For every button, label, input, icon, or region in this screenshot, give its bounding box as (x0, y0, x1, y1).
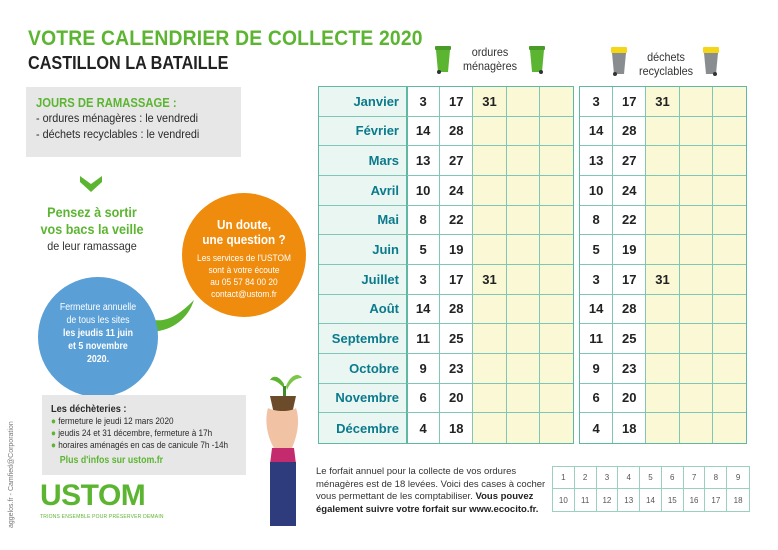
om-date-cell[interactable] (473, 354, 506, 383)
recycling-date-cell[interactable] (680, 87, 713, 116)
om-date-cell: 3 (407, 87, 440, 116)
recycling-date-cell[interactable] (680, 324, 713, 353)
recycling-date-cell: 4 (580, 413, 613, 443)
om-date-cell[interactable] (473, 117, 506, 146)
forfait-ecocito: Vous pouvez également suivre votre forfait sur www.ecocito.fr. (316, 491, 539, 515)
om-date-cell: 4 (407, 413, 440, 443)
recycling-row (580, 413, 746, 443)
om-date-cell: 24 (440, 176, 473, 205)
om-dates-grid (406, 86, 574, 444)
om-row (407, 265, 573, 295)
levee-checkbox[interactable]: 12 (597, 489, 619, 511)
recycling-row (580, 265, 746, 295)
recycling-date-cell: 23 (613, 354, 646, 383)
recycling-date-cell[interactable] (646, 176, 679, 205)
om-date-cell[interactable] (507, 117, 540, 146)
closure-line-2: de tous les sites (66, 315, 130, 326)
recycling-row (580, 206, 746, 236)
recycling-date-cell: 17 (613, 87, 646, 116)
question-line-2: une question ? (202, 232, 286, 247)
recycling-date-cell[interactable] (713, 413, 746, 443)
levee-checkbox[interactable]: 6 (662, 467, 684, 489)
levee-checkbox[interactable]: 17 (705, 489, 727, 511)
levee-checkbox[interactable]: 5 (640, 467, 662, 489)
bullet-icon: ● (51, 416, 59, 427)
om-row (407, 117, 573, 147)
forfait-info (316, 466, 546, 516)
recycling-date-cell: 31 (646, 265, 679, 294)
recycling-date-cell: 3 (580, 265, 613, 294)
recycling-date-cell[interactable] (680, 384, 713, 413)
om-date-cell: 31 (473, 265, 506, 294)
om-row (407, 146, 573, 176)
om-date-cell: 31 (473, 87, 506, 116)
om-date-cell: 22 (440, 206, 473, 235)
recycling-date-cell: 20 (613, 384, 646, 413)
om-date-cell[interactable] (540, 206, 573, 235)
ustom-logo-tagline: TRIONS ENSEMBLE POUR PRÉSERVER DEMAIN (40, 514, 164, 520)
town-name: CASTILLON LA BATAILLE (28, 53, 229, 73)
recycling-date-cell[interactable] (713, 235, 746, 264)
om-date-cell[interactable] (473, 176, 506, 205)
om-date-cell: 14 (407, 117, 440, 146)
recycling-dates-grid (579, 86, 747, 444)
om-date-cell[interactable] (473, 384, 506, 413)
om-row (407, 413, 573, 443)
recycling-date-cell: 6 (580, 384, 613, 413)
om-date-cell: 17 (440, 265, 473, 294)
om-date-cell[interactable] (507, 265, 540, 294)
page-title: VOTRE CALENDRIER DE COLLECTE 2020 (28, 27, 423, 50)
pickup-days-box (26, 87, 241, 157)
recycling-date-cell: 28 (613, 295, 646, 324)
recycling-date-cell[interactable] (646, 413, 679, 443)
recycling-date-cell[interactable] (646, 324, 679, 353)
month-label: Juin (319, 235, 407, 265)
recycling-row (580, 117, 746, 147)
recycling-date-cell: 19 (613, 235, 646, 264)
recycling-date-cell[interactable] (680, 235, 713, 264)
om-date-cell: 17 (440, 87, 473, 116)
question-phone: au 05 57 84 00 20 (210, 277, 278, 288)
recycling-date-cell[interactable] (680, 413, 713, 443)
om-date-cell: 27 (440, 146, 473, 175)
collection-calendar (318, 86, 750, 444)
levee-checkbox[interactable]: 3 (597, 467, 619, 489)
recycling-date-cell: 18 (613, 413, 646, 443)
om-row (407, 354, 573, 384)
om-date-cell: 11 (407, 324, 440, 353)
om-date-cell: 8 (407, 206, 440, 235)
recycling-date-cell[interactable] (646, 117, 679, 146)
om-date-cell[interactable] (540, 295, 573, 324)
recycling-row (580, 87, 746, 117)
recycling-row (580, 384, 746, 414)
om-row (407, 206, 573, 236)
closure-line-3: les jeudis 11 juin (63, 328, 133, 339)
om-row (407, 384, 573, 414)
recycling-date-cell: 3 (580, 87, 613, 116)
recycling-row (580, 176, 746, 206)
levee-checkbox[interactable]: 8 (705, 467, 727, 489)
levee-checkbox[interactable]: 2 (575, 467, 597, 489)
om-date-cell[interactable] (540, 146, 573, 175)
levee-checkbox[interactable]: 18 (733, 495, 743, 505)
om-date-cell[interactable] (540, 354, 573, 383)
om-date-cell: 14 (407, 295, 440, 324)
recycling-date-cell: 11 (580, 324, 613, 353)
om-date-cell[interactable] (507, 235, 540, 264)
pickup-days-recycling: - déchets recyclables : le vendredi (36, 127, 200, 141)
levees-checkbox-grid (552, 466, 750, 512)
om-date-cell: 20 (440, 384, 473, 413)
om-column-header (452, 45, 528, 73)
recycling-header-line-1: déchets (647, 50, 685, 64)
om-date-cell[interactable] (540, 324, 573, 353)
om-date-cell[interactable] (540, 176, 573, 205)
om-date-cell[interactable] (540, 384, 573, 413)
recycling-date-cell[interactable] (680, 295, 713, 324)
recycling-date-cell[interactable] (646, 295, 679, 324)
om-date-cell[interactable] (507, 354, 540, 383)
om-date-cell: 18 (440, 413, 473, 443)
om-date-cell: 23 (440, 354, 473, 383)
recycling-date-cell: 17 (613, 265, 646, 294)
levee-checkbox[interactable]: 16 (684, 489, 706, 511)
om-date-cell: 5 (407, 235, 440, 264)
levee-checkbox[interactable]: 4 (618, 467, 640, 489)
recycling-row (580, 354, 746, 384)
levee-checkbox[interactable]: 9 (727, 467, 749, 489)
dechetteries-title: Les déchèteries : (51, 403, 127, 415)
recycling-date-cell[interactable] (680, 265, 713, 294)
question-bubble (182, 193, 306, 317)
dechetteries-more-link[interactable]: Plus d'infos sur ustom.fr (59, 455, 164, 466)
recycling-date-cell[interactable] (680, 117, 713, 146)
om-date-cell: 9 (407, 354, 440, 383)
recycling-date-cell: 25 (613, 324, 646, 353)
recycling-date-cell[interactable] (646, 354, 679, 383)
month-label: Février (319, 117, 407, 147)
om-date-cell[interactable] (540, 413, 573, 443)
om-date-cell[interactable] (540, 117, 573, 146)
recycling-date-cell[interactable] (680, 176, 713, 205)
bullet-icon: ● (51, 440, 59, 451)
recycling-date-cell[interactable] (680, 206, 713, 235)
om-date-cell[interactable] (473, 146, 506, 175)
question-line-3: Les services de l'USTOM (197, 253, 291, 264)
recycling-header-line-2: recyclables (638, 64, 694, 78)
om-date-cell[interactable] (473, 235, 506, 264)
month-label: Janvier (319, 87, 407, 117)
om-date-cell: 10 (407, 176, 440, 205)
pickup-days-title: JOURS DE RAMASSAGE : (36, 96, 177, 110)
recycling-date-cell[interactable] (713, 117, 746, 146)
month-label: Août (319, 295, 407, 325)
question-line-1: Un doute, (217, 217, 271, 232)
recycling-date-cell[interactable] (713, 87, 746, 116)
dechetteries-line-2: jeudis 24 et 31 décembre, fermeture à 17h (58, 428, 213, 439)
recycling-date-cell[interactable] (713, 324, 746, 353)
yellow-bin-icon (702, 46, 720, 76)
forfait-text: Le forfait annuel pour la collecte de vos ordures ménagères est de 18 levées. Voici des cases à cocher vous permettant de les comptabiliser. (316, 466, 546, 502)
closure-line-1: Fermeture annuelle (59, 302, 137, 313)
closure-line-4: et 5 novembre (68, 341, 128, 352)
recycling-date-cell[interactable] (713, 146, 746, 175)
recycling-row (580, 235, 746, 265)
levee-checkbox[interactable]: 1 (553, 467, 575, 489)
om-date-cell[interactable] (540, 87, 573, 116)
om-header-line-1: ordures (471, 45, 509, 59)
recycling-date-cell[interactable] (646, 384, 679, 413)
levee-checkbox[interactable]: 15 (662, 489, 684, 511)
month-label: Septembre (319, 324, 407, 354)
month-label: Novembre (319, 384, 407, 414)
levee-checkbox[interactable]: 7 (684, 467, 706, 489)
recycling-date-cell[interactable] (713, 176, 746, 205)
recycling-date-cell[interactable] (713, 384, 746, 413)
recycling-date-cell[interactable] (680, 146, 713, 175)
recycling-date-cell: 13 (580, 146, 613, 175)
green-bin-icon (434, 44, 452, 74)
recycling-date-cell[interactable] (713, 354, 746, 383)
recycling-row (580, 295, 746, 325)
month-label: Mars (319, 146, 407, 176)
credit-text: aggelos.fr - Camfied@Corporation (8, 421, 15, 528)
recycling-date-cell: 14 (580, 117, 613, 146)
om-row (407, 87, 573, 117)
reminder-line-2: vos bacs la veille (40, 221, 144, 237)
recycling-date-cell[interactable] (680, 354, 713, 383)
om-date-cell[interactable] (507, 324, 540, 353)
om-date-cell[interactable] (540, 265, 573, 294)
om-date-cell: 19 (440, 235, 473, 264)
recycling-date-cell: 22 (613, 206, 646, 235)
om-date-cell[interactable] (507, 176, 540, 205)
om-date-cell: 28 (440, 295, 473, 324)
month-label: Décembre (336, 420, 399, 436)
chevron-down-icon (80, 176, 102, 192)
om-date-cell[interactable] (473, 206, 506, 235)
om-date-cell[interactable] (507, 206, 540, 235)
recycling-date-cell: 31 (646, 87, 679, 116)
om-date-cell[interactable] (473, 413, 506, 443)
reminder-line-1: Pensez à sortir (47, 204, 137, 220)
om-row (407, 176, 573, 206)
month-label: Octobre (319, 354, 407, 384)
closure-line-5: 2020. (86, 354, 110, 365)
recycling-date-cell[interactable] (646, 206, 679, 235)
dechetteries-line-1: fermeture le jeudi 12 mars 2020 (58, 416, 174, 427)
levee-checkbox[interactable]: 10 (553, 489, 575, 511)
om-date-cell: 3 (407, 265, 440, 294)
bullet-icon: ● (51, 428, 59, 439)
recycling-date-cell: 24 (613, 176, 646, 205)
recycling-date-cell: 14 (580, 295, 613, 324)
om-date-cell[interactable] (540, 235, 573, 264)
reminder-line-3: de leur ramassage (47, 239, 137, 253)
om-date-cell: 28 (440, 117, 473, 146)
om-row (407, 295, 573, 325)
om-date-cell[interactable] (473, 295, 506, 324)
om-date-cell[interactable] (473, 324, 506, 353)
recycling-row (580, 324, 746, 354)
om-row (407, 235, 573, 265)
closure-bubble (38, 277, 158, 397)
levee-checkbox[interactable]: 14 (640, 489, 662, 511)
recycling-date-cell[interactable] (646, 235, 679, 264)
recycling-date-cell: 27 (613, 146, 646, 175)
pickup-days-om: - ordures ménagères : le vendredi (36, 111, 199, 125)
levee-checkbox[interactable]: 11 (575, 489, 597, 511)
reminder-text (26, 204, 158, 255)
ustom-logo: USTOM (40, 479, 146, 512)
recycling-date-cell: 10 (580, 176, 613, 205)
recycling-column-header (628, 50, 704, 78)
recycling-date-cell[interactable] (713, 265, 746, 294)
hand-plant-illustration (262, 368, 304, 526)
question-line-4: sont à votre écoute (208, 265, 280, 276)
om-date-cell[interactable] (507, 87, 540, 116)
month-label: Mai (319, 206, 407, 236)
recycling-date-cell: 5 (580, 235, 613, 264)
om-date-cell: 25 (440, 324, 473, 353)
om-date-cell[interactable] (507, 413, 540, 443)
yellow-bin-icon (610, 46, 628, 76)
om-date-cell[interactable] (507, 146, 540, 175)
om-date-cell: 13 (407, 146, 440, 175)
month-column (318, 86, 408, 444)
om-date-cell[interactable] (507, 295, 540, 324)
month-label: Juillet (319, 265, 407, 295)
recycling-date-cell: 9 (580, 354, 613, 383)
om-header-line-2: ménagères (462, 59, 518, 73)
recycling-date-cell: 28 (613, 117, 646, 146)
recycling-date-cell: 8 (580, 206, 613, 235)
month-label: Avril (319, 176, 407, 206)
dechetteries-line-3: horaires aménagés en cas de canicule 7h -14h (58, 440, 229, 451)
om-date-cell[interactable] (507, 384, 540, 413)
green-bin-icon (528, 44, 546, 74)
recycling-row (580, 146, 746, 176)
levee-checkbox[interactable]: 13 (618, 489, 640, 511)
dechetteries-box (42, 395, 246, 475)
om-date-cell: 6 (407, 384, 440, 413)
recycling-date-cell[interactable] (713, 295, 746, 324)
om-row (407, 324, 573, 354)
question-email: contact@ustom.fr (211, 289, 277, 300)
recycling-date-cell[interactable] (646, 146, 679, 175)
recycling-date-cell[interactable] (713, 206, 746, 235)
